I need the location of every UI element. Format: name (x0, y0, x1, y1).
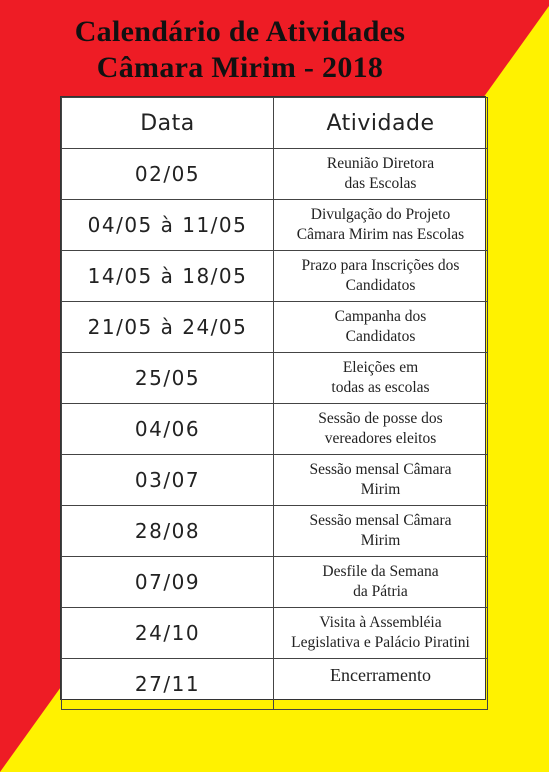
row-activity: Divulgação do Projeto Câmara Mirim nas Escolas (274, 200, 488, 251)
table-row (62, 608, 488, 659)
column-header-date: Data (62, 98, 274, 149)
row-date: 27/11 (62, 659, 274, 710)
row-date: 21/05 à 24/05 (62, 302, 274, 353)
table-row (62, 659, 488, 710)
row-activity: Desfile da Semana da Pátria (274, 557, 488, 608)
row-activity: Sessão mensal Câmara Mirim (274, 455, 488, 506)
row-activity: Eleições em todas as escolas (274, 353, 488, 404)
table-header-row (62, 98, 488, 149)
page-header (0, 14, 480, 86)
table-row (62, 353, 488, 404)
row-activity: Visita à Assembléia Legislativa e Palácio Piratini (274, 608, 488, 659)
row-date: 04/05 à 11/05 (62, 200, 274, 251)
schedule-table-container (60, 96, 486, 700)
table-row (62, 302, 488, 353)
table-row (62, 404, 488, 455)
row-activity: Reunião Diretora das Escolas (274, 149, 488, 200)
table-row (62, 200, 488, 251)
row-date: 25/05 (62, 353, 274, 404)
column-header-activity: Atividade (274, 98, 488, 149)
table-row (62, 455, 488, 506)
row-date: 14/05 à 18/05 (62, 251, 274, 302)
row-activity: Sessão de posse dos vereadores eleitos (274, 404, 488, 455)
row-date: 07/09 (62, 557, 274, 608)
row-activity: Encerramento (274, 659, 488, 710)
row-date: 04/06 (62, 404, 274, 455)
row-activity: Sessão mensal Câmara Mirim (274, 506, 488, 557)
table-row (62, 557, 488, 608)
row-date: 03/07 (62, 455, 274, 506)
table-row (62, 251, 488, 302)
page-subtitle: Câmara Mirim - 2018 (96, 51, 384, 84)
schedule-table (61, 97, 488, 710)
row-activity: Campanha dos Candidatos (274, 302, 488, 353)
row-date: 02/05 (62, 149, 274, 200)
row-activity: Prazo para Inscrições dos Candidatos (274, 251, 488, 302)
page-title: Calendário de Atividades (74, 15, 406, 48)
row-date: 28/08 (62, 506, 274, 557)
row-date: 24/10 (62, 608, 274, 659)
table-row (62, 506, 488, 557)
table-row (62, 149, 488, 200)
